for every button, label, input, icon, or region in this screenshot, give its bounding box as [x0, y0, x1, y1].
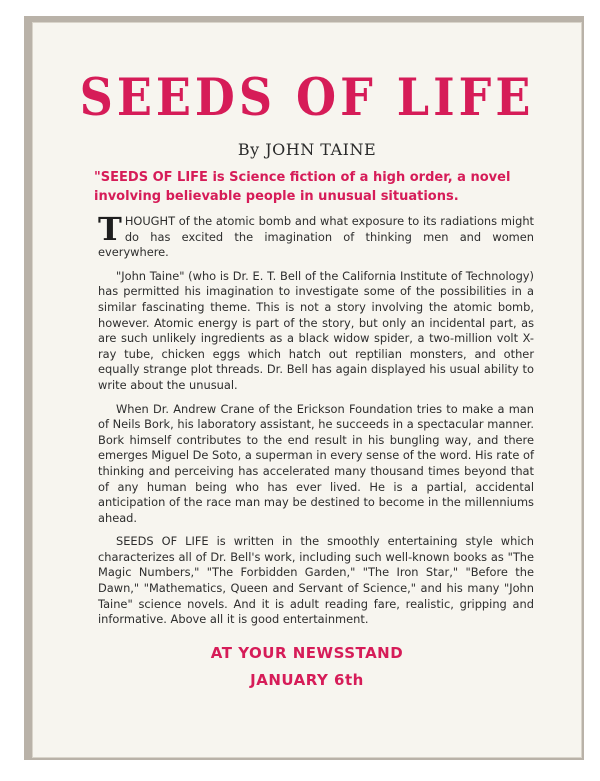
paragraph-4: SEEDS OF LIFE is written in the smoothly entertaining style which characterizes all of Dr. Bell's work, including such well-known books as "The Magic Numbers," "The Forbidden Garden," "The Iron Star," "Before the Dawn," "Mathematics, Queen and Servant of Science," and his many "John Taine" science novels. And it is adult reading fare, realistic, gripping and informative. Above all it is good entertainment.	[98, 534, 534, 627]
release-date: JANUARY 6th	[250, 671, 364, 689]
paragraph-3: When Dr. Andrew Crane of the Erickson Foundation tries to make a man of Neils Bork, his laboratory assistant, he succeeds in a spectacular manner. Bork himself contributes to the end result in his bungling way, and there emerges Miguel De Soto, a superman in every sense of the word. His rate of thinking and perceiving has accelerated many thousand times beyond that of any human being who has ever lived. He is a partial, accidental anticipation of the race man may be destined to become in the millenniums ahead.	[98, 401, 534, 525]
book-title: SEEDS OF LIFE	[79, 66, 535, 128]
drop-cap: T	[98, 210, 122, 248]
author-byline: By JOHN TAINE	[237, 140, 377, 159]
pull-quote: "SEEDS OF LIFE is Science fiction of a high order, a novel involving believable people in unusual situations.	[94, 170, 511, 204]
back-cover-page	[32, 22, 582, 758]
paragraph-1-text: HOUGHT of the atomic bomb and what exposure to its radiations might do has excited the imagination of thinking men and women everywhere.	[98, 214, 534, 260]
newsstand-callout: AT YOUR NEWSSTAND	[210, 644, 404, 662]
paragraph-1	[98, 210, 534, 261]
description-body	[98, 210, 534, 636]
paragraph-2: "John Taine" (who is Dr. E. T. Bell of the California Institute of Technology) has permitted his imagination to investigate some of the possibilities in a similar fascinating theme. This is not a story involving the atomic bomb, however. Atomic energy is part of the story, but only an incidental part, as are such unlikely ingredients as a black widow spider, a two-million volt X-ray tube, chicken eggs which hatch out reptilian monsters, and other equally strange plot threads. Dr. Bell has again displayed his usual ability to write about the unusual.	[98, 268, 534, 392]
